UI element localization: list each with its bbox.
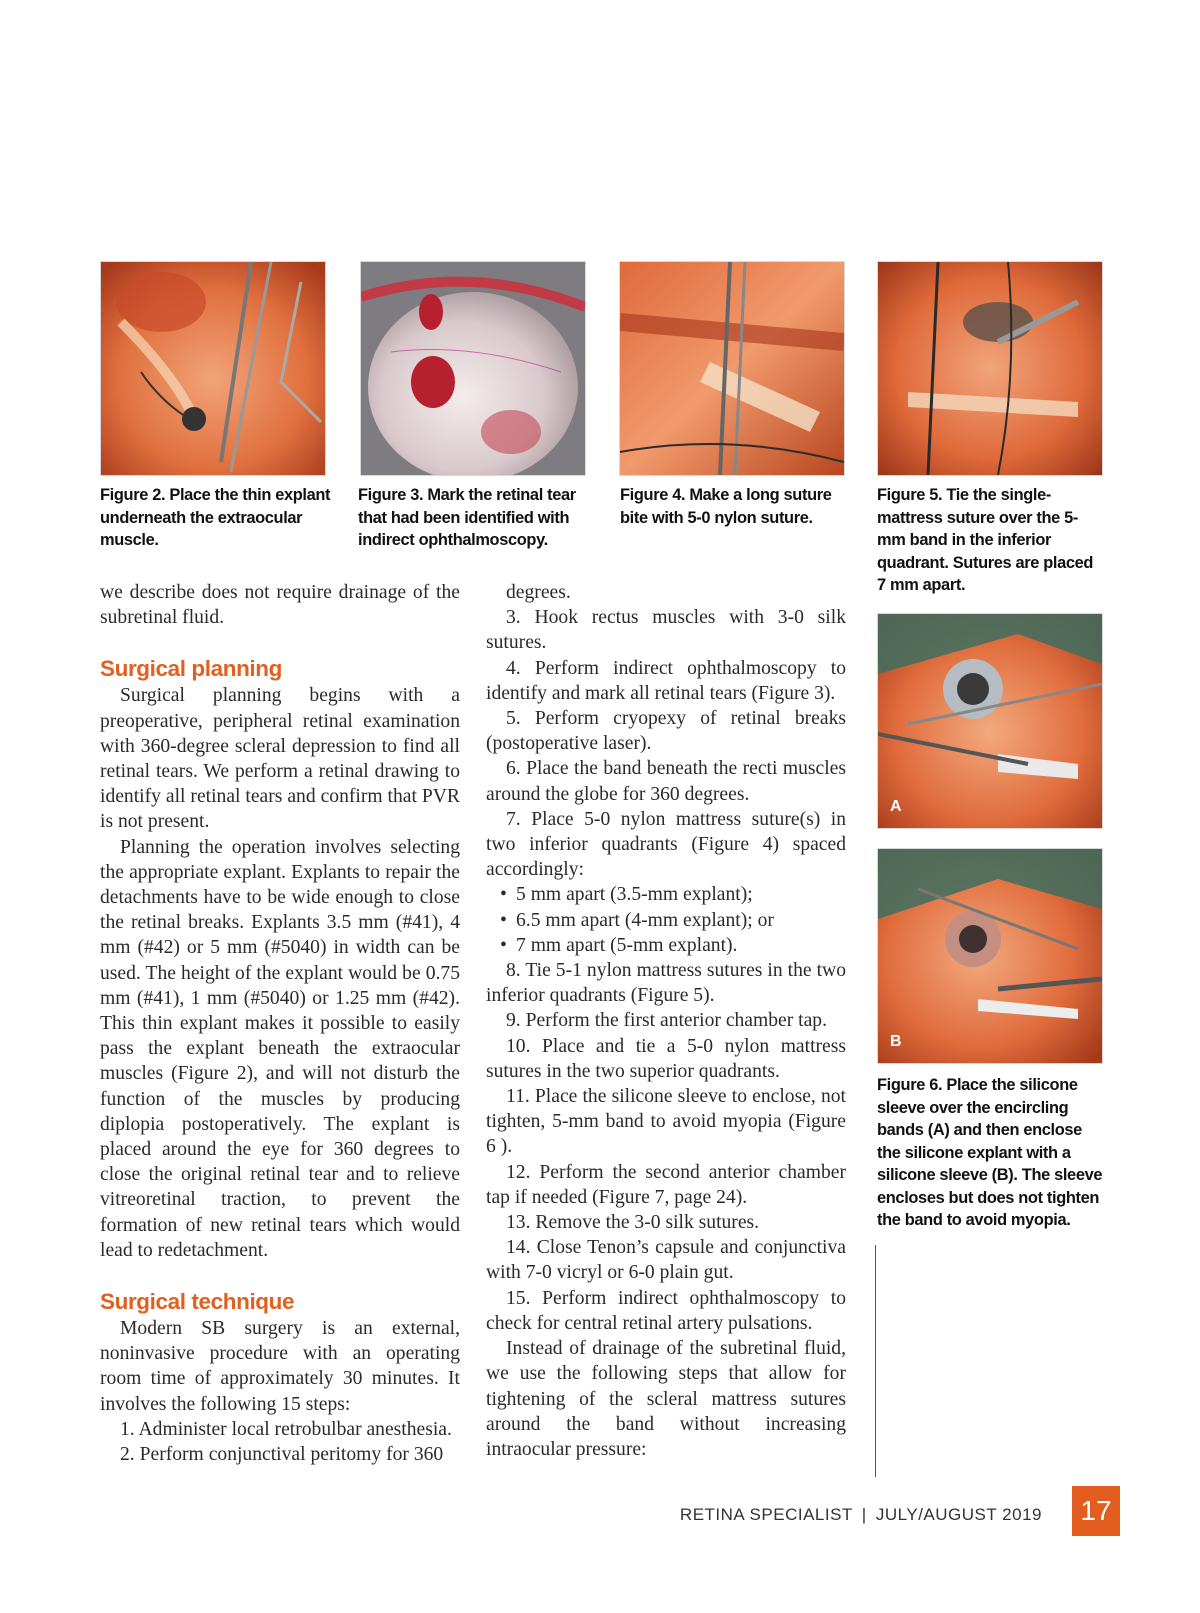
figure-3-caption: Figure 3. Mark the retinal tear that had been identified with indirect ophthalmoscopy. bbox=[358, 486, 576, 549]
step-9: 9. Perform the first anterior chamber tap. bbox=[506, 1010, 828, 1032]
figure-4-caption: Figure 4. Make a long suture bite with 5-0 nylon suture. bbox=[620, 486, 832, 527]
step-8: 8. Tie 5-1 nylon mattress sutures in the two inferior quadrants (Figure 5). bbox=[486, 960, 846, 1007]
bullet-item: • 5 mm apart (3.5-mm explant); bbox=[486, 882, 846, 907]
step-11: 11. Place the silicone sleeve to enclose, not tighten, 5-mm band to avoid myopia (Figure 6 ). bbox=[486, 1086, 846, 1158]
step-7: 7. Place 5-0 nylon mattress suture(s) in two inferior quadrants (Figure 4) spaced accordingly: bbox=[486, 808, 846, 881]
column-divider bbox=[875, 1245, 876, 1477]
step-3: 3. Hook rectus muscles with 3-0 silk sutures. bbox=[486, 607, 846, 654]
footer-separator: | bbox=[861, 1505, 867, 1524]
figure-2-caption: Figure 2. Place the thin explant underneath the extraocular muscle. bbox=[100, 486, 331, 549]
heading-surgical-planning: Surgical planning bbox=[100, 656, 282, 682]
step-2: 2. Perform conjunctival peritomy for 360 bbox=[120, 1444, 444, 1466]
figure-6b-label: B bbox=[890, 1033, 902, 1050]
figure-6a-photo bbox=[877, 613, 1103, 829]
technique-paragraph: Modern SB surgery is an external, noninvasive procedure with an operating room time of approximately 30 minutes. It involves the following 15 steps: bbox=[100, 1318, 460, 1415]
figure-4-photo bbox=[619, 261, 845, 476]
step-14: 14. Close Tenon’s capsule and conjunctiva with 7-0 vicryl or 6-0 plain gut. bbox=[486, 1237, 846, 1284]
step-2-continued: degrees. bbox=[506, 582, 571, 603]
heading-surgical-technique: Surgical technique bbox=[100, 1289, 295, 1315]
page-footer bbox=[680, 1505, 1042, 1525]
intro-text: we describe does not require drainage of the subretinal fluid. bbox=[100, 582, 460, 629]
figure-6a-label: A bbox=[890, 798, 902, 815]
step-1: 1. Administer local retrobulbar anesthesia. bbox=[120, 1418, 452, 1440]
step-6: 6. Place the band beneath the recti muscles around the globe for 360 degrees. bbox=[486, 758, 846, 805]
issue-date: JULY/AUGUST 2019 bbox=[875, 1505, 1042, 1524]
bullet-item: • 7 mm apart (5-mm explant). bbox=[486, 933, 846, 958]
planning-paragraph-1: Surgical planning begins with a preoperative, peripheral retinal examination with 360-degree scleral depression to find all retinal tears. We perform a retinal drawing to identify all retinal tears and confirm that PVR is not present. bbox=[100, 685, 460, 833]
closing-paragraph: Instead of drainage of the subretinal fluid, we use the following steps that allow for tightening of the scleral mattress sutures around the band without increasing intraocular pressure: bbox=[486, 1338, 846, 1460]
step-5: 5. Perform cryopexy of retinal breaks (postoperative laser). bbox=[486, 708, 846, 755]
figure-3-photo bbox=[360, 261, 586, 476]
step-4: 4. Perform indirect ophthalmoscopy to identify and mark all retinal tears (Figure 3). bbox=[486, 657, 846, 704]
figure-5-caption: Figure 5. Tie the single-mattress suture over the 5-mm band in the inferior quadrant. Sutures are placed 7 mm apart. bbox=[877, 486, 1094, 594]
page-number: 17 bbox=[1072, 1486, 1120, 1536]
column-1 bbox=[100, 580, 460, 1467]
bullet-item: • 6.5 mm apart (4-mm explant); or bbox=[486, 908, 846, 933]
figure-6-caption: Figure 6. Place the silicone sleeve over the encircling bands (A) and then enclose the silicone explant with a silicone sleeve (B). The sleeve encloses but does not tighten the band to avoid myopia. bbox=[877, 1076, 1103, 1229]
step-12: 12. Perform the second anterior chamber tap if needed (Figure 7, page 24). bbox=[486, 1161, 846, 1208]
figure-6b-photo bbox=[877, 848, 1103, 1064]
figure-5-photo bbox=[877, 261, 1103, 476]
column-2 bbox=[486, 580, 846, 1462]
publication-name: RETINA SPECIALIST bbox=[679, 1505, 853, 1524]
step-10: 10. Place and tie a 5-0 nylon mattress sutures in the two superior quadrants. bbox=[486, 1035, 846, 1082]
step-13: 13. Remove the 3-0 silk sutures. bbox=[506, 1212, 760, 1234]
step-15: 15. Perform indirect ophthalmoscopy to check for central retinal artery pulsations. bbox=[486, 1287, 846, 1334]
figure-2-photo bbox=[100, 261, 326, 476]
planning-paragraph-2: Planning the operation involves selecting the appropriate explant. Explants to repair the detachments have to be wide enough to close the retinal breaks. Explants 3.5 mm (#41), 4 mm (#42) or 5 mm (#5040) in width can be used. The height of the explant would be 0.75 mm (#41), 1 mm (#5040) or 1.25 mm (#42). This thin explant makes it possible to easily pass the explant beneath the extraocular muscles (Figure 2), and will not disturb the function of the muscles by producing diplopia postoperatively. The explant is placed around the eye for 360 degrees to close the original retinal tear and to relieve vitreoretinal traction, to prevent the formation of new retinal tears which would lead to redetachment. bbox=[100, 836, 460, 1261]
